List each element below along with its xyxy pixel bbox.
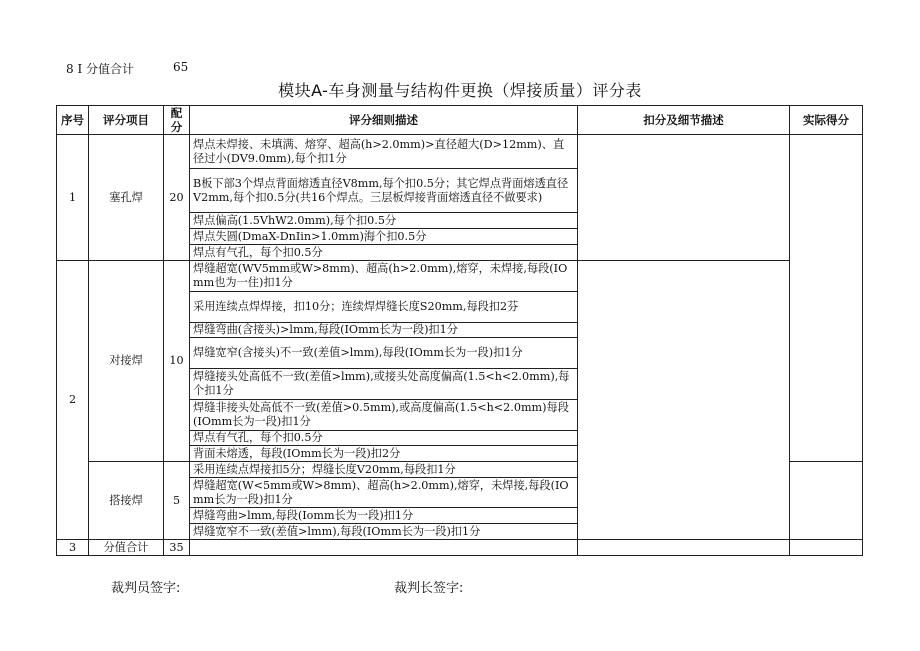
chief-judge-signature-label: 裁判长签字: [394,581,464,596]
total-label: 分值合计 [89,540,164,556]
item-score: 20 [164,135,190,261]
item-name: 搭接焊 [89,462,164,540]
rule-text: 背面未熔透，每段(IOmm长为一段)扣2分 [190,446,578,462]
rule-text: 焊点有气孔，每个扣0.5分 [190,431,578,446]
rule-text: 焊缝宽窄不一致(差值>lmm),每段(IOmm长为一段)扣1分 [190,524,578,540]
item-score: 10 [164,261,190,462]
page-title: 模块A-车身测量与结构件更换（焊接质量）评分表 [278,81,642,100]
scoring-table [56,105,863,556]
item-name: 塞孔焊 [89,135,164,261]
total-number: 3 [57,540,89,556]
actual-score-cell[interactable] [790,462,863,540]
rule-text: 焊缝非接头处高低不一致(差值>0.5mm),或高度偏高(1.5<h<2.0mm)每段(IOmm长为一段)扣1分 [190,400,578,431]
rule-text: 焊缝弯曲>lmm,每段(Iomm长为一段)扣1分 [190,508,578,524]
item-score: 5 [164,462,190,540]
rule-text: 焊缝弯曲(含接头)>lmm,每段(IOmm长为一段)扣1分 [190,323,578,338]
table-row [57,261,863,292]
header-rules: 评分细则描述 [190,106,578,135]
row-number: 1 [57,135,89,261]
rule-text: 焊缝宽窄(含接头)不一致(差值>lmm),每段(IOmm长为一段)扣1分 [190,338,578,369]
total-actual-cell[interactable] [790,540,863,556]
rule-text: 焊点偏高(1.5VhW2.0mm),每个扣0.5分 [190,213,578,229]
total-score: 35 [164,540,190,556]
header-actual: 实际得分 [790,106,863,135]
table-row [57,135,863,169]
total-row [57,540,863,556]
total-rules-cell [190,540,578,556]
previous-subtotal-value: 65 [173,60,189,74]
rule-text: 焊点失圆(DmaX-DnIin>1.0mm)海个扣0.5分 [190,229,578,245]
actual-score-cell[interactable] [790,135,863,462]
row-number: 2 [57,261,89,540]
rule-text: 焊缝超宽(WV5mm或W>8mm)、超高(h>2.0mm),熔穿，未焊接,每段(IOmm也为一住)扣1分 [190,261,578,292]
rule-text: 焊点有气孔，每个扣0.5分 [190,245,578,261]
table-header-row [57,106,863,135]
header-no: 序号 [57,106,89,135]
total-deduction-cell[interactable] [578,540,790,556]
rule-text: 焊缝超宽(W<5mm或W>8mm)、超高(h>2.0mm),熔穿，未焊接,每段(IOmm长为一段)扣1分 [190,478,578,508]
rule-text: B板下部3个焊点背面熔透直径V8mm,每个扣0.5分；其它焊点背面熔透直径V2mm,每个扣0.5分(共16个焊点。三层板焊接背面熔透直径不做要求) [190,169,578,213]
item-name: 对接焊 [89,261,164,462]
header-score: 配分 [164,106,190,135]
deduction-cell[interactable] [578,261,790,540]
rule-text: 采用连续点焊焊接，扣10分；连续焊焊缝长度S20mm,每段扣2芬 [190,292,578,323]
judge-signature-label: 裁判员签字: [111,581,181,596]
rule-text: 采用连续点焊接扣5分；焊缝长度V20mm,每段扣1分 [190,462,578,478]
previous-subtotal [66,60,189,77]
header-deduction: 扣分及细节描述 [578,106,790,135]
deduction-cell[interactable] [578,135,790,261]
header-item: 评分项目 [89,106,164,135]
rule-text: 焊点未焊接、未填满、熔穿、超高(h>2.0mm)>直径超大(D>12mm)、直径过小(DV9.0mm),每个扣1分 [190,135,578,169]
rule-text: 焊缝接头处高低不一致(差值>lmm),或接头处高度偏高(1.5<h<2.0mm),每个扣1分 [190,369,578,400]
previous-subtotal-label: 8 I 分值合计 [66,62,135,76]
